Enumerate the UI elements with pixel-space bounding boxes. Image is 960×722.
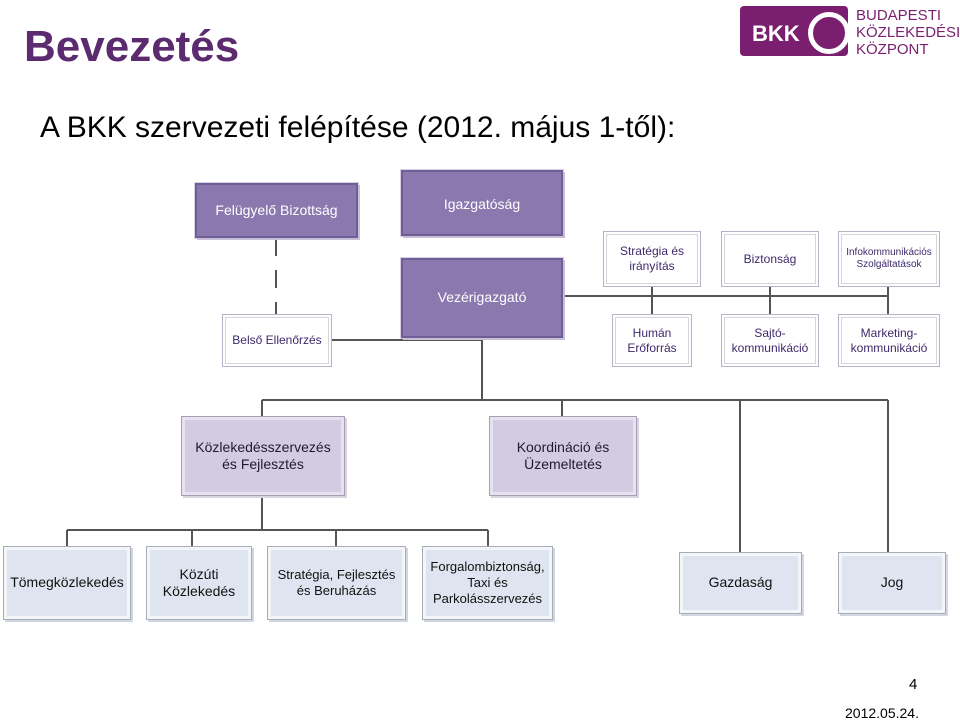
box-igazgatosag-label: Igazgatóság xyxy=(443,196,521,212)
box-vezerigazgato-label: Vezérigazgató xyxy=(437,288,527,305)
box-kozlekedesszervezes xyxy=(181,416,345,496)
box-igazgatosag xyxy=(401,170,563,236)
box-marketing-label-1: Marketing- xyxy=(860,325,918,340)
box-strategia-iranyitas xyxy=(603,231,701,287)
box-koordinacio-label-1: Koordináció és xyxy=(516,438,610,455)
logo-line-3: KÖZPONT xyxy=(856,41,929,58)
box-human-label-2: Erőforrás xyxy=(627,340,677,355)
box-belso-ellenorzes-label: Belső Ellenőrzés xyxy=(232,333,322,347)
box-kozuti-label-2: Közlekedés xyxy=(162,583,236,599)
box-biztonsag xyxy=(721,231,819,287)
box-strategia-fejlesztes-beruhazas xyxy=(267,546,406,620)
box-jog xyxy=(838,552,946,614)
box-felugyelo-bizottsag xyxy=(195,183,358,238)
box-koordinacio-uzemeltetes xyxy=(489,416,637,496)
box-gazdasag-label: Gazdaság xyxy=(708,574,773,591)
box-belso-ellenorzes xyxy=(222,314,332,367)
box-vezerigazgato xyxy=(401,258,563,338)
box-kozlekedesszervezes-label-1: Közlekedésszervezés xyxy=(195,438,331,455)
bkk-logo-badge-text: BKK xyxy=(752,21,800,46)
box-strategia-iranyitas-label: Stratégia és irányítás xyxy=(619,244,685,273)
box-kozlekedesszervezes-label-2: és Fejlesztés xyxy=(222,456,304,472)
box-felugyelo-bizottsag-label: Felügyelő Bizottság xyxy=(215,201,338,218)
box-forgalom-label-1: Forgalombiztonság, xyxy=(430,558,545,574)
box-marketing-label-2: kommunikáció xyxy=(850,340,928,355)
box-human-eroforras xyxy=(612,314,692,367)
box-tomegkozlekedes xyxy=(3,546,131,620)
box-infokommunikacios-label-2: Szolgáltatások xyxy=(856,259,922,270)
logo-line-1: BUDAPESTI xyxy=(856,7,942,24)
box-forgalom-label-3: Parkolásszervezés xyxy=(432,591,543,607)
box-tomegkozlekedes-label: Tömegközlekedés xyxy=(10,574,124,591)
box-kozuti-label-1: Közúti xyxy=(179,565,219,582)
box-sajto-label-2: kommunikáció xyxy=(731,340,809,355)
box-sajtokommunikacio xyxy=(721,314,819,367)
page-number: 4 xyxy=(909,676,918,693)
box-forgalombiztonsag xyxy=(422,546,553,620)
box-human-label-1: Humán xyxy=(632,325,672,340)
slide-date: 2012.05.24. xyxy=(845,705,919,721)
box-jog-label: Jog xyxy=(880,574,904,591)
slide-title: Bevezetés xyxy=(24,22,240,71)
box-strategia-fejlesztes-label-1: Stratégia, Fejlesztés xyxy=(277,566,396,582)
logo-line-2: KÖZLEKEDÉSI xyxy=(856,24,960,41)
box-strategia-fejlesztes-label-2: és Beruházás xyxy=(296,583,377,598)
box-sajto-label-1: Sajtó- xyxy=(754,325,786,340)
box-marketingkommunikacio xyxy=(838,314,940,367)
box-biztonsag-label: Biztonság xyxy=(743,251,797,266)
box-kozuti-kozlekedes xyxy=(146,546,252,620)
slide-subtitle: A BKK szervezeti felépítése (2012. május 1-től): xyxy=(40,111,676,144)
box-gazdasag xyxy=(679,552,802,614)
box-infokommunikacios-label-1: Infokommunikációs xyxy=(846,246,932,258)
box-infokommunikacios xyxy=(838,231,940,287)
box-forgalom-label-2: Taxi és xyxy=(467,574,508,590)
box-koordinacio-label-2: Üzemeltetés xyxy=(524,456,602,472)
